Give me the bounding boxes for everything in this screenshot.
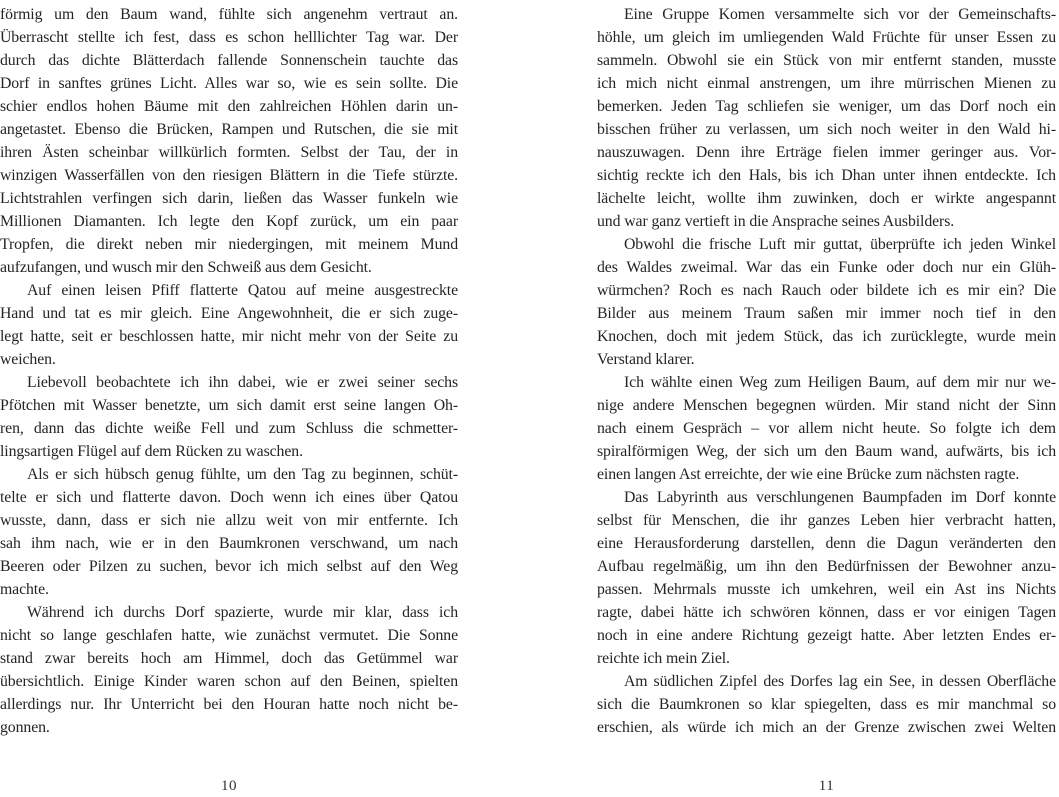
text-line: Verstand klarer. bbox=[597, 351, 695, 368]
text-line: Bilder aus meinem Traum saßen mir immer noch tief in den bbox=[597, 305, 1056, 322]
text-line: machte. bbox=[0, 581, 49, 598]
text-line: Tropfen, die direkt neben mir niedergingen, mit meinem Mund bbox=[0, 236, 458, 253]
text-line: angetastet. Ebenso die Brücken, Rampen und Rutschen, die sie mit bbox=[0, 121, 458, 138]
text-line: passen. Mehrmals musste ich umkehren, weil ein Ast ins Nichts bbox=[597, 581, 1056, 598]
page-number-left: 10 bbox=[221, 778, 237, 794]
text-line: Beeren oder Pilzen zu suchen, bevor ich mich selbst auf den Weg bbox=[0, 558, 458, 575]
text-line: sammeln. Obwohl sie ein Stück von mir entfernt standen, musste bbox=[597, 52, 1056, 69]
text-line: Auf einen leisen Pfiff flatterte Qatou auf meine ausgestreckte bbox=[27, 282, 458, 299]
text-line: Ich wählte einen Weg zum Heiligen Baum, auf dem mir nur we- bbox=[624, 374, 1056, 391]
text-line: Eine Gruppe Komen versammelte sich vor der Gemeinschafts- bbox=[624, 6, 1056, 23]
text-line: des Waldes zweimal. War das ein Funke oder doch nur ein Glüh- bbox=[597, 259, 1056, 276]
text-line: Aufbau regelmäßig, um ihn den Bedürfnissen der Bewohner anzu- bbox=[597, 558, 1056, 575]
text-line: erschien, als würde ich mich an der Grenze zwischen zwei Welten bbox=[597, 719, 1056, 736]
paragraph bbox=[0, 463, 458, 601]
text-line: aufzufangen, und wusch mir den Schweiß aus dem Gesicht. bbox=[0, 259, 372, 276]
text-line: sich die Baumkronen so klar spiegelten, dass es mir manchmal so bbox=[597, 696, 1056, 713]
text-line: Das Labyrinth aus verschlungenen Baumpfaden im Dorf konnte bbox=[624, 489, 1056, 506]
text-line: nach einem Gespräch – vor allem nicht heute. So folgte ich dem bbox=[597, 420, 1056, 437]
paragraph bbox=[597, 3, 1056, 233]
text-line: Pfötchen mit Wasser benetzte, um sich damit erst seine langen Oh- bbox=[0, 397, 458, 414]
text-line: Während ich durchs Dorf spazierte, wurde mir klar, dass ich bbox=[27, 604, 458, 621]
text-line: nige andere Menschen begegnen würden. Mir stand nicht der Sinn bbox=[597, 397, 1056, 414]
text-line: würmchen? Roch es nach Rauch oder bildete ich es mir ein? Die bbox=[597, 282, 1056, 299]
text-line: lingsartigen Flügel auf dem Rücken zu waschen. bbox=[0, 443, 303, 460]
text-line: nauszuwagen. Denn ihre Erträge fielen immer geringer aus. Vor- bbox=[597, 144, 1056, 161]
text-line: Als er sich hübsch genug fühlte, um den Tag zu beginnen, schüt- bbox=[27, 466, 458, 483]
text-line: Hand und tat es mir gleich. Eine Angewohnheit, die er sich zuge- bbox=[0, 305, 458, 322]
text-line: durch das dichte Blätterdach fallende Sonnenschein tauchte das bbox=[0, 52, 458, 69]
text-line: Am südlichen Zipfel des Dorfes lag ein See, in dessen Oberfläche bbox=[624, 673, 1056, 690]
text-line: selbst für Menschen, die ihr ganzes Leben hier verbracht hatten, bbox=[597, 512, 1056, 529]
paragraph bbox=[597, 486, 1056, 670]
text-line: weichen. bbox=[0, 351, 56, 368]
text-line: winzigen Wasserfällen von den riesigen Blättern in die Tiefe stürzte. bbox=[0, 167, 458, 184]
text-line: Liebevoll beobachtete ich ihn dabei, wie er zwei seiner sechs bbox=[27, 374, 458, 391]
text-line: Millionen Diamanten. Ich legte den Kopf zurück, um ein paar bbox=[0, 213, 458, 230]
paragraph bbox=[0, 601, 458, 739]
text-line: sichtig reckte ich den Hals, bis ich Dhan unter ihnen entdeckte. Ich bbox=[597, 167, 1056, 184]
text-line: förmig um den Baum wand, fühlte sich angenehm vertraut an. bbox=[0, 6, 458, 23]
text-line: allerdings nur. Ihr Unterricht bei den Houran hatte noch nicht be- bbox=[0, 696, 458, 713]
paragraph bbox=[597, 670, 1056, 739]
text-line: und war ganz vertieft in die Ansprache seines Ausbilders. bbox=[597, 213, 955, 230]
text-line: Lichtstrahlen verfingen sich darin, ließen das Wasser funkeln wie bbox=[0, 190, 458, 207]
text-line: übersichtlich. Einige Kinder waren schon auf den Beinen, spielten bbox=[0, 673, 458, 690]
paragraph bbox=[0, 3, 458, 279]
text-line: bisschen früher zu verlassen, um sich noch weiter in den Wald hi- bbox=[597, 121, 1056, 138]
text-line: gonnen. bbox=[0, 719, 50, 736]
text-line: telte er sich und flatterte davon. Doch wenn ich eines über Qatou bbox=[0, 489, 458, 506]
text-line: ich mich nicht einmal anstrengen, um ihre mürrischen Mienen zu bbox=[597, 75, 1056, 92]
text-line: wusste, dann, dass er sich nie allzu weit von mir entfernte. Ich bbox=[0, 512, 458, 529]
book-page-left bbox=[0, 3, 458, 797]
text-line: Dorf in sanftes grünes Licht. Alles war so, wie es sein sollte. Die bbox=[0, 75, 458, 92]
text-line: nicht so lange geschlafen hatte, wie zunächst vermutet. Die Sonne bbox=[0, 627, 458, 644]
page-number-right: 11 bbox=[818, 778, 835, 794]
text-line: höhle, um gleich im umliegenden Wald Früchte für unser Essen zu bbox=[597, 29, 1056, 46]
paragraph bbox=[0, 279, 458, 371]
text-line: ren, dann das dichte weiße Fell und zum Schluss die schmetter- bbox=[0, 420, 458, 437]
text-line: reichte ich mein Ziel. bbox=[597, 650, 730, 667]
paragraph bbox=[597, 371, 1056, 486]
paragraph bbox=[0, 371, 458, 463]
text-line: stand zwar bereits hoch am Himmel, doch das Getümmel war bbox=[0, 650, 458, 667]
text-line: noch in eine andere Richtung gezeigt hatte. Aber letzten Endes er- bbox=[597, 627, 1056, 644]
text-line: sah ihm nach, wie er in den Baumkronen verschwand, um nach bbox=[0, 535, 458, 552]
text-line: einen langen Ast erreichte, der wie eine Brücke zum nächsten ragte. bbox=[597, 466, 1020, 483]
text-line: bemerken. Jeden Tag schliefen sie weniger, um das Dorf noch ein bbox=[597, 98, 1056, 115]
page-text-right bbox=[597, 3, 1056, 739]
paragraph bbox=[597, 233, 1056, 371]
text-line: Knochen, doch mit jedem Stück, das ich zurücklegte, wurde mein bbox=[597, 328, 1056, 345]
text-line: Überrascht stellte ich fest, dass es schon helllichter Tag war. Der bbox=[0, 29, 458, 46]
text-line: spiralförmigen Weg, der sich um den Baum wand, aufwärts, bis ich bbox=[597, 443, 1056, 460]
text-line: ihren Ästen scheinbar willkürlich formten. Selbst der Tau, der in bbox=[0, 144, 458, 161]
text-line: Obwohl die frische Luft mir guttat, überprüfte ich jeden Winkel bbox=[624, 236, 1056, 253]
text-line: lächelte leicht, wollte ihm zuwinken, doch er wirkte angespannt bbox=[597, 190, 1056, 207]
page-text-left bbox=[0, 3, 458, 739]
book-page-right bbox=[597, 3, 1056, 797]
text-line: eine Herausforderung darstellen, denn die Dagun veränderten den bbox=[597, 535, 1056, 552]
text-line: schier endlos hohen Bäume mit den zahlreichen Höhlen darin un- bbox=[0, 98, 458, 115]
text-line: legt hatte, seit er beschlossen hatte, mir nicht mehr von der Seite zu bbox=[0, 328, 458, 345]
text-line: ragte, dabei hätte ich schwören können, dass er vor einigen Tagen bbox=[597, 604, 1056, 621]
